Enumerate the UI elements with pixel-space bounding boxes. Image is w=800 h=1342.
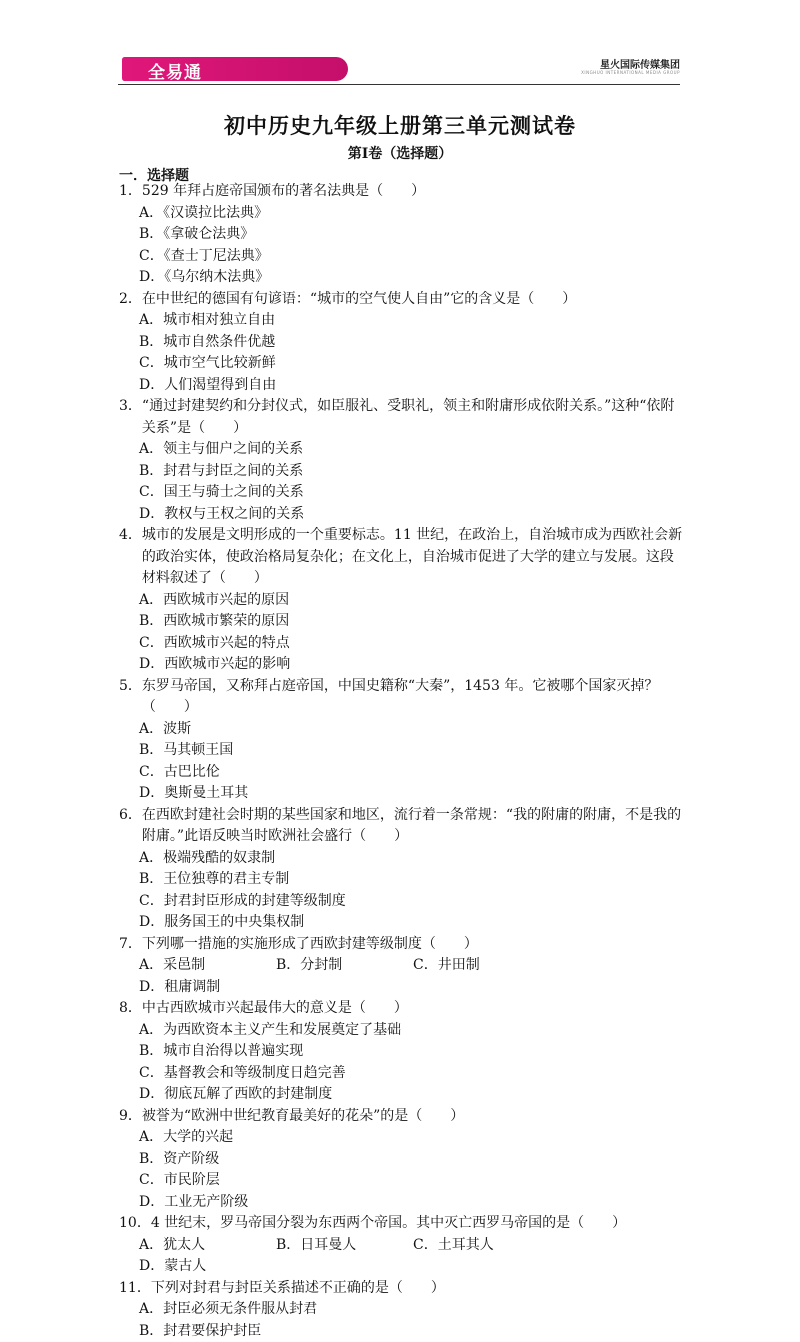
answer-option[interactable]: A．大学的兴起 xyxy=(139,1127,417,1149)
part-subtitle: 第Ⅰ卷（选择题） xyxy=(0,143,800,163)
question-stem xyxy=(119,1213,684,1235)
answer-option[interactable]: C．西欧城市兴起的特点 xyxy=(139,633,417,655)
answer-option[interactable]: C．封君封臣形成的封建等级制度 xyxy=(139,891,684,913)
question-number: 10． xyxy=(119,1213,151,1235)
option-list xyxy=(119,439,684,525)
option-list xyxy=(119,310,684,396)
answer-option[interactable]: C．古巴比伦 xyxy=(139,762,417,784)
answer-option[interactable]: D．彻底瓦解了西欧的封建制度 xyxy=(139,1084,684,1106)
question-stem xyxy=(119,1278,684,1300)
question-stem xyxy=(119,805,684,848)
answer-option[interactable]: D．教权与王权之间的关系 xyxy=(139,504,417,526)
option-list xyxy=(119,1127,684,1213)
publisher-name: 星火国际传媒集团 xyxy=(600,56,680,71)
answer-option[interactable]: C．《查士丁尼法典》 xyxy=(139,246,417,268)
section-heading: 一．选择题 xyxy=(119,165,189,185)
answer-option[interactable]: A．领主与佃户之间的关系 xyxy=(139,439,417,461)
question-item xyxy=(119,805,684,934)
answer-option[interactable]: C．城市空气比较新鲜 xyxy=(139,353,417,375)
answer-option[interactable]: B．《拿破仑法典》 xyxy=(139,224,417,246)
brand-logo xyxy=(122,57,348,81)
answer-option[interactable]: B．分封制 xyxy=(276,955,413,977)
answer-option[interactable]: A．西欧城市兴起的原因 xyxy=(139,590,417,612)
answer-option[interactable]: A．采邑制 xyxy=(139,955,276,977)
option-list xyxy=(119,848,684,934)
question-list xyxy=(119,181,684,1342)
answer-option[interactable]: B．日耳曼人 xyxy=(276,1235,413,1257)
question-text: 在中世纪的德国有句谚语：“城市的空气使人自由”它的含义是（ ） xyxy=(142,289,684,311)
answer-option[interactable]: B．城市自然条件优越 xyxy=(139,332,417,354)
option-list xyxy=(119,1299,684,1342)
answer-option[interactable]: D．工业无产阶级 xyxy=(139,1192,417,1214)
publisher-subtitle: XINGHUO INTERNATIONAL MEDIA GROUP xyxy=(581,70,680,75)
answer-option[interactable]: A．犹太人 xyxy=(139,1235,276,1257)
answer-option[interactable]: B．城市自治得以普遍实现 xyxy=(139,1041,684,1063)
question-text: “通过封建契约和分封仪式，如臣服礼、受职礼，领主和附庸形成依附关系。”这种“依附关系”是（ ） xyxy=(142,396,684,439)
question-text: 下列哪一措施的实施形成了西欧封建等级制度（ ） xyxy=(142,934,684,956)
answer-option[interactable]: A．极端残酷的奴隶制 xyxy=(139,848,684,870)
question-stem xyxy=(119,396,684,439)
answer-option[interactable]: D．蒙古人 xyxy=(139,1256,276,1278)
question-stem xyxy=(119,289,684,311)
question-text: 东罗马帝国，又称拜占庭帝国，中国史籍称“大秦”，1453 年。它被哪个国家灭掉？（ ） xyxy=(142,676,684,719)
option-list xyxy=(119,1235,684,1278)
option-list xyxy=(119,719,684,805)
question-stem xyxy=(119,525,684,590)
question-item xyxy=(119,1106,684,1214)
question-stem xyxy=(119,998,684,1020)
question-item xyxy=(119,676,684,805)
page-title: 初中历史九年级上册第三单元测试卷 xyxy=(0,110,800,140)
answer-option[interactable]: A．城市相对独立自由 xyxy=(139,310,417,332)
question-number: 11． xyxy=(119,1278,151,1300)
question-number: 3． xyxy=(119,396,142,439)
question-stem xyxy=(119,181,684,203)
answer-option[interactable]: B．封君与封臣之间的关系 xyxy=(139,461,417,483)
question-item xyxy=(119,396,684,525)
question-item xyxy=(119,998,684,1106)
answer-option[interactable]: D．租庸调制 xyxy=(139,977,276,999)
answer-option[interactable]: D．《乌尔纳木法典》 xyxy=(139,267,417,289)
page-header xyxy=(118,54,680,86)
answer-option[interactable]: A．波斯 xyxy=(139,719,417,741)
question-stem xyxy=(119,676,684,719)
question-number: 2． xyxy=(119,289,142,311)
question-number: 1． xyxy=(119,181,142,203)
question-item xyxy=(119,289,684,397)
question-text: 在西欧封建社会时期的某些国家和地区，流行着一条常规：“我的附庸的附庸，不是我的附庸。”此语反映当时欧洲社会盛行（ ） xyxy=(142,805,684,848)
question-number: 5． xyxy=(119,676,142,719)
answer-option[interactable]: C．基督教会和等级制度日趋完善 xyxy=(139,1063,684,1085)
answer-option[interactable]: A．《汉谟拉比法典》 xyxy=(139,203,417,225)
question-text: 中古西欧城市兴起最伟大的意义是（ ） xyxy=(142,998,684,1020)
question-item xyxy=(119,525,684,676)
question-text: 下列对封君与封臣关系描述不正确的是（ ） xyxy=(151,1278,684,1300)
answer-option[interactable]: A．封臣必须无条件服从封君 xyxy=(139,1299,684,1321)
answer-option[interactable]: C．土耳其人 xyxy=(413,1235,550,1257)
answer-option[interactable]: B．资产阶级 xyxy=(139,1149,417,1171)
question-item xyxy=(119,1278,684,1342)
answer-option[interactable]: C．市民阶层 xyxy=(139,1170,417,1192)
answer-option[interactable]: B．封君要保护封臣 xyxy=(139,1321,684,1342)
logo-text: 全易通 xyxy=(148,58,202,83)
answer-option[interactable]: C．国王与骑士之间的关系 xyxy=(139,482,417,504)
answer-option[interactable]: D．人们渴望得到自由 xyxy=(139,375,417,397)
answer-option[interactable]: D．服务国王的中央集权制 xyxy=(139,912,684,934)
question-number: 7． xyxy=(119,934,142,956)
question-item xyxy=(119,934,684,999)
question-number: 4． xyxy=(119,525,142,590)
answer-option[interactable]: D．西欧城市兴起的影响 xyxy=(139,654,417,676)
question-stem xyxy=(119,934,684,956)
answer-option[interactable]: A．为西欧资本主义产生和发展奠定了基础 xyxy=(139,1020,684,1042)
question-text: 4 世纪末，罗马帝国分裂为东西两个帝国。其中灭亡西罗马帝国的是（ ） xyxy=(151,1213,684,1235)
header-divider xyxy=(118,84,680,85)
question-number: 6． xyxy=(119,805,142,848)
option-list xyxy=(119,1020,684,1106)
question-text: 被誉为“欧洲中世纪教育最美好的花朵”的是（ ） xyxy=(142,1106,684,1128)
option-list xyxy=(119,203,684,289)
option-list xyxy=(119,955,684,998)
answer-option[interactable]: B．马其顿王国 xyxy=(139,740,417,762)
question-stem xyxy=(119,1106,684,1128)
answer-option[interactable]: B．王位独尊的君主专制 xyxy=(139,869,684,891)
answer-option[interactable]: C．井田制 xyxy=(413,955,550,977)
question-item xyxy=(119,1213,684,1278)
option-list xyxy=(119,590,684,676)
question-text: 城市的发展是文明形成的一个重要标志。11 世纪，在政治上，自治城市成为西欧社会新的政治实体，使政治格局复杂化；在文化上，自治城市促进了大学的建立与发展。这段材料叙述了（ ） xyxy=(142,525,684,590)
question-number: 9． xyxy=(119,1106,142,1128)
question-number: 8． xyxy=(119,998,142,1020)
answer-option[interactable]: D．奥斯曼土耳其 xyxy=(139,783,417,805)
question-text: 529 年拜占庭帝国颁布的著名法典是（ ） xyxy=(142,181,684,203)
answer-option[interactable]: B．西欧城市繁荣的原因 xyxy=(139,611,417,633)
question-item xyxy=(119,181,684,289)
